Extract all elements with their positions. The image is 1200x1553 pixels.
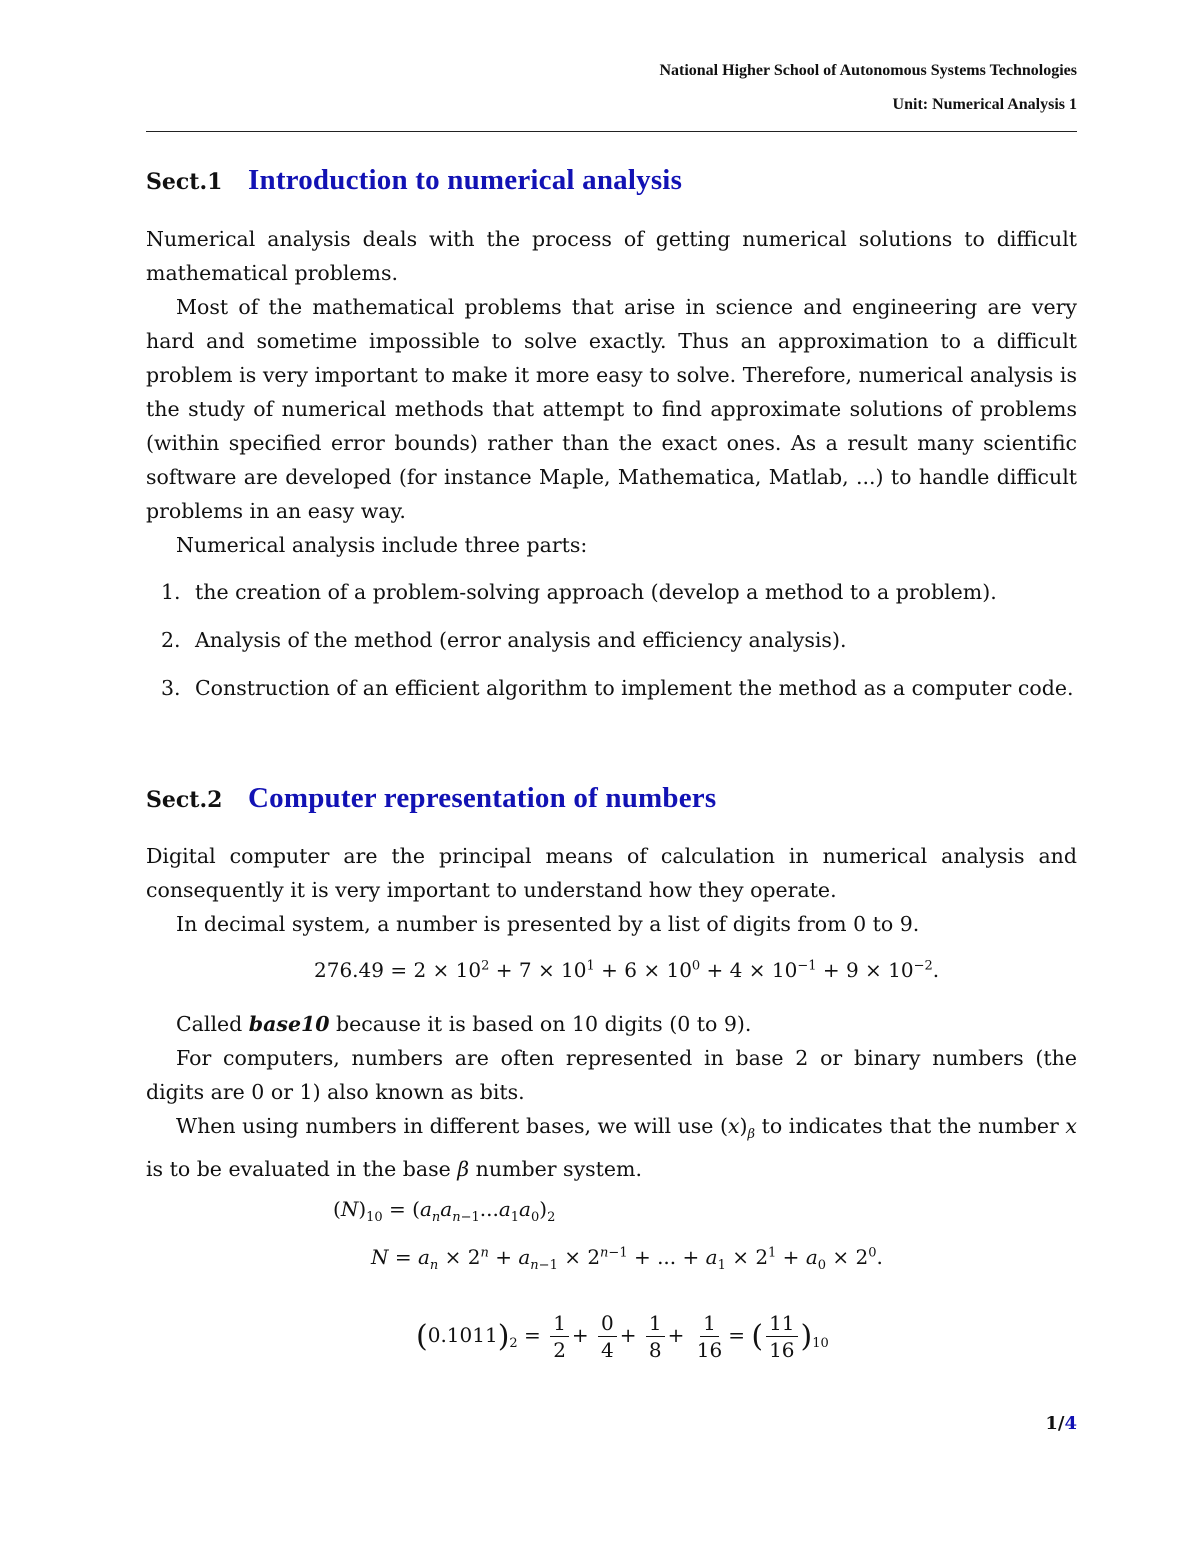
list-number: 1. — [161, 580, 181, 604]
list-number: 3. — [161, 676, 181, 700]
section-2-paragraph-5: When using numbers in different bases, we will use $(x)_\beta$ to indicates that the number x is to be evaluated in the base β number system. — [146, 1114, 1077, 1182]
section-2-paragraph-2: In decimal system, a number is presented by a list of digits from 0 to 9. — [176, 912, 920, 936]
list-number: 2. — [161, 628, 181, 652]
header-institution: National Higher School of Autonomous Systems Technologies — [659, 62, 1077, 79]
parts-list-item-2 — [146, 623, 1077, 657]
section-1-paragraph-3: Numerical analysis include three parts: — [176, 533, 588, 557]
parts-list-item-1 — [146, 575, 1077, 609]
section-2-heading — [146, 782, 716, 815]
equation-binary-representation: $(N)_{10} = (a_na_{n-1}...a_1a_0)_2$ — [333, 1197, 556, 1225]
list-item-text: Analysis of the method (error analysis and efficiency analysis). — [195, 628, 847, 652]
section-1-paragraph-1: Numerical analysis deals with the process of getting numerical solutions to difficult mathematical problems. — [146, 227, 1077, 285]
base10-term: base10 — [248, 1012, 330, 1036]
header-unit: Unit: Numerical Analysis 1 — [892, 96, 1077, 113]
section-1-heading — [146, 164, 682, 197]
section-2-title: Computer representation of numbers — [248, 782, 717, 814]
section-2-paragraph-4: For computers, numbers are often represented in base 2 or binary numbers (the digits are 0 or 1) also known as bits. — [146, 1046, 1077, 1104]
equation-decimal-expansion: $276.49 = 2 \times 10^2 + 7 \times 10^1 + 6 \times 10^0 + 4 \times 10^{-1} + 9 \times 10^{-2}$. — [314, 958, 940, 982]
section-2-paragraph-1: Digital computer are the principal means of calculation in numerical analysis and consequently it is very important to understand how they operate. — [146, 844, 1077, 902]
header-rule — [146, 131, 1077, 132]
section-1-paragraph-2: Most of the mathematical problems that arise in science and engineering are very hard and sometime impossible to solve exactly. Thus an approximation to a difficult problem is very important to make it more easy to solve. Therefore, numerical analysis is the study of numerical methods that attempt to find approximate solutions of problems (within specified error bounds) rather than the exact ones. As a result many scientific software are developed (for instance Maple, Mathematica, Matlab, ...) to handle difficult problems in an easy way. — [146, 295, 1077, 523]
equation-binary-expansion: $N = a_n \times 2^n + a_{n-1} \times 2^{n-1}$ + ... + $a_1 \times 2^1 + a_0 \times 2^0$. — [371, 1245, 883, 1273]
section-1-number: Sect.1 — [146, 169, 223, 195]
parts-list-item-3 — [146, 671, 1077, 705]
equation-binary-fraction-example: $(0.1011)_2$ = $\frac{1}{2}$ + $\frac{0}{4}$ + $\frac{1}{8}$ + $\frac{1}{16}$ = ( $\frac{11}{16}$ )$_{10}$ — [416, 1311, 829, 1362]
section-2-number: Sect.2 — [146, 787, 223, 813]
list-item-text: Construction of an efficient algorithm to implement the method as a computer code. — [195, 676, 1074, 700]
section-1-title: Introduction to numerical analysis — [248, 164, 683, 196]
page-number: 1/4 — [1045, 1413, 1077, 1434]
section-2-paragraph-3: Called base10 because it is based on 10 digits (0 to 9). — [176, 1012, 752, 1036]
list-item-text: the creation of a problem-solving approach (develop a method to a problem). — [195, 580, 997, 604]
